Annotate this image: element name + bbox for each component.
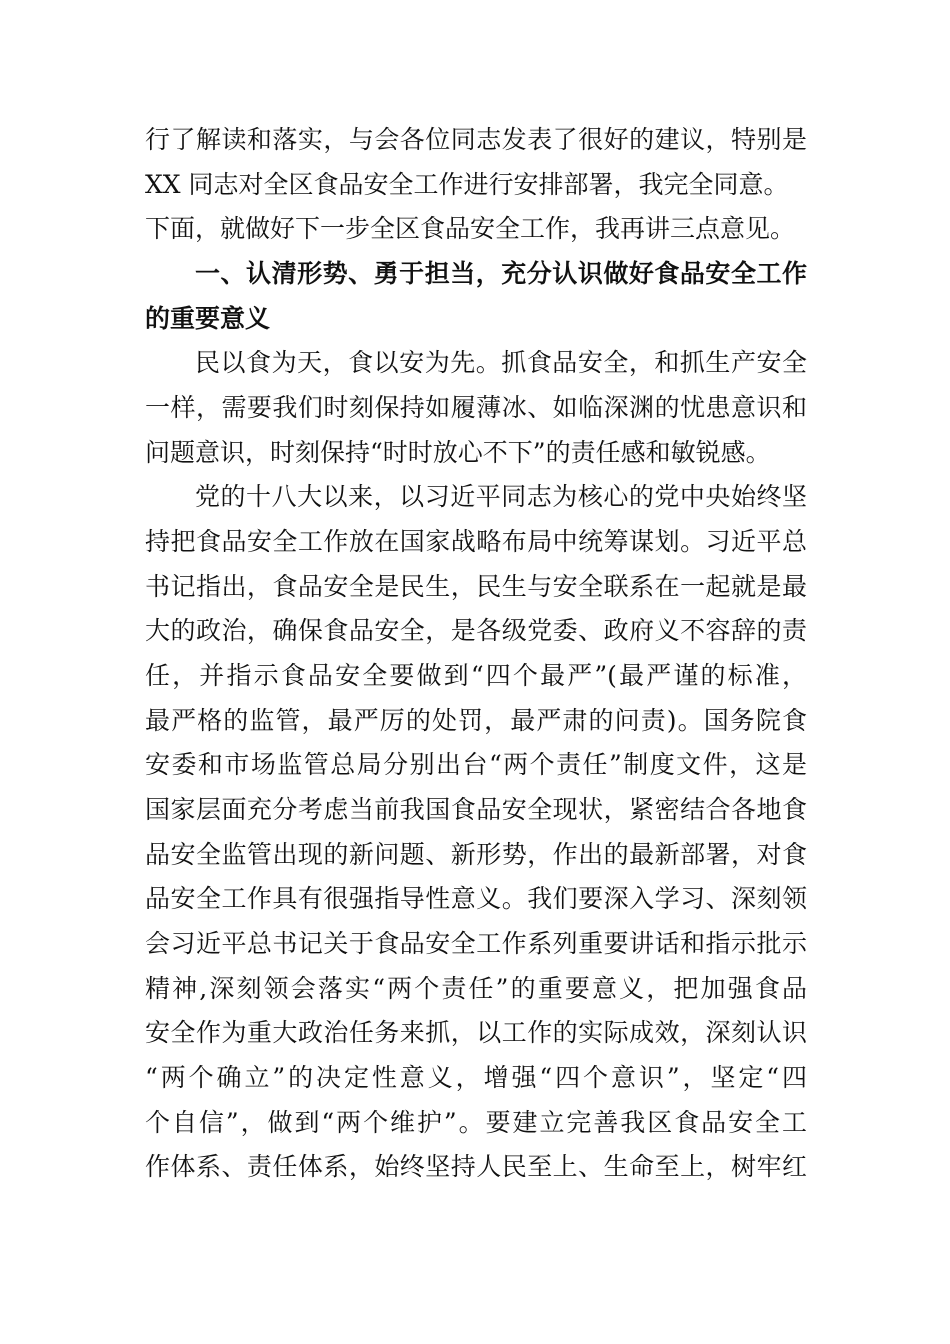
body-line-3: 下面，就做好下一步全区食品安全工作，我再讲三点意见。: [145, 214, 796, 243]
paragraph-2-line-8: 国家层面充分考虑当前我国食品安全现状，紧密结合各地食: [145, 795, 807, 824]
paragraph-2-line-12: 精神,深刻领会落实“两个责任”的重要意义，把加强食品: [145, 974, 807, 1003]
paragraph-2-line-16: 作体系、责任体系，始终坚持人民至上、生命至上，树牢红: [145, 1152, 807, 1181]
section-heading-line-1: 一、认清形势、勇于担当，充分认识做好食品安全工作: [195, 259, 807, 288]
paragraph-2-line-1: 党的十八大以来，以习近平同志为核心的党中央始终坚: [195, 482, 807, 511]
paragraph-2-line-5: 任，并指示食品安全要做到“四个最严”(最严谨的标准，: [145, 661, 807, 690]
paragraph-1-line-2: 一样，需要我们时刻保持如履薄冰、如临深渊的忧患意识和: [145, 393, 807, 422]
paragraph-2-line-4: 大的政治，确保食品安全，是各级党委、政府义不容辞的责: [145, 616, 807, 645]
paragraph-2-line-14: “两个确立”的决定性意义，增强“四个意识”，坚定“四: [145, 1063, 807, 1092]
paragraph-1-line-1: 民以食为天，食以安为先。抓食品安全，和抓生产安全: [195, 348, 807, 377]
paragraph-2-line-7: 安委和市场监管总局分别出台“两个责任”制度文件，这是: [145, 750, 807, 779]
paragraph-2-line-15: 个自信”，做到“两个维护”。要建立完善我区食品安全工: [145, 1108, 807, 1137]
body-line-2: XX 同志对全区食品安全工作进行安排部署，我完全同意。: [145, 170, 789, 199]
body-line-1: 行了解读和落实，与会各位同志发表了很好的建议，特别是: [145, 125, 807, 154]
paragraph-2-line-10: 品安全工作具有很强指导性意义。我们要深入学习、深刻领: [145, 884, 807, 913]
paragraph-2-line-9: 品安全监管出现的新问题、新形势，作出的最新部署，对食: [145, 840, 807, 869]
section-heading-line-2: 的重要意义: [145, 304, 271, 333]
paragraph-2-line-13: 安全作为重大政治任务来抓，以工作的实际成效，深刻认识: [145, 1018, 807, 1047]
paragraph-2-line-3: 书记指出，食品安全是民生，民生与安全联系在一起就是最: [145, 572, 807, 601]
paragraph-2-line-2: 持把食品安全工作放在国家战略布局中统筹谋划。习近平总: [145, 527, 807, 556]
paragraph-2-line-11: 会习近平总书记关于食品安全工作系列重要讲话和指示批示: [145, 929, 807, 958]
paragraph-2-line-6: 最严格的监管，最严厉的处罚，最严肃的问责)。国务院食: [145, 706, 807, 735]
paragraph-1-line-3: 问题意识，时刻保持“时时放心不下”的责任感和敏锐感。: [145, 438, 771, 467]
